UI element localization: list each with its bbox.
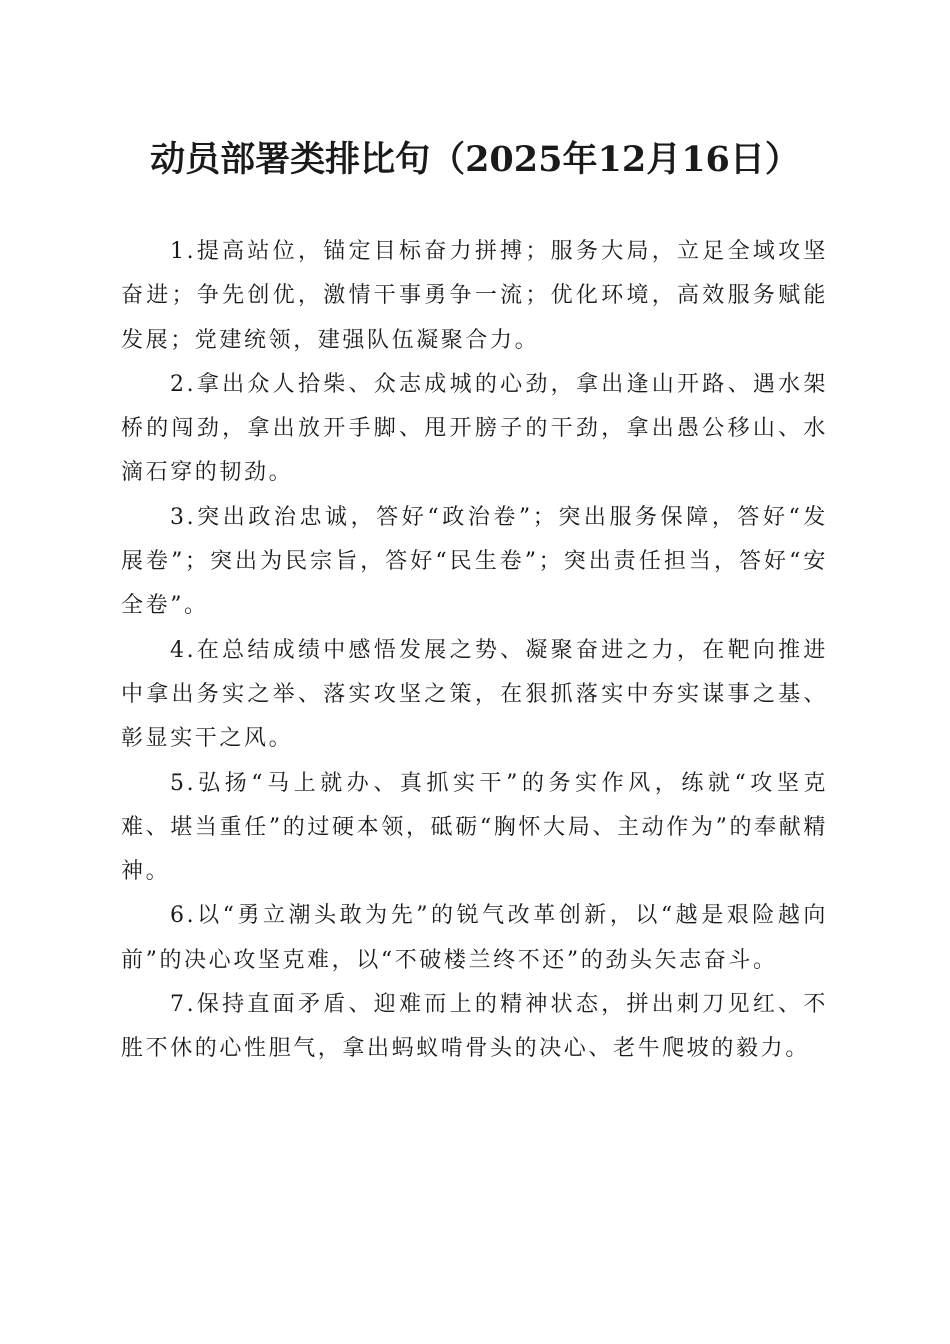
- paragraph-6: 6.以“勇立潮头敢为先”的锐气改革创新，以“越是艰险越向前”的决心攻坚克难，以“不破楼兰终不还”的劲头矢志奋斗。: [121, 903, 828, 973]
- document-body: [121, 230, 828, 1072]
- document-title: 动员部署类排比句（2025年12月16日）: [150, 139, 800, 180]
- paragraph-1: 1.提高站位，锚定目标奋力拼搏；服务大局，立足全域攻坚奋进；争先创优，激情干事勇争一流；优化环境，高效服务赋能发展；党建统领，建强队伍凝聚合力。: [121, 239, 828, 353]
- paragraph-4: 4.在总结成绩中感悟发展之势、凝聚奋进之力，在靶向推进中拿出务实之举、落实攻坚之策，在狠抓落实中夯实谋事之基、彰显实干之风。: [121, 637, 828, 752]
- paragraph-5: 5.弘扬“马上就办、真抓实干”的务实作风，练就“攻坚克难、堪当重任”的过硬本领，砥砺“胸怀大局、主动作为”的奉献精神。: [121, 770, 828, 885]
- paragraph-7: 7.保持直面矛盾、迎难而上的精神状态，拼出刺刀见红、不胜不休的心性胆气，拿出蚂蚁啃骨头的决心、老牛爬坡的毅力。: [121, 992, 828, 1062]
- paragraph-2: 2.拿出众人拾柴、众志成城的心劲，拿出逢山开路、遇水架桥的闯劲，拿出放开手脚、甩开膀子的干劲，拿出愚公移山、水滴石穿的韧劲。: [121, 371, 828, 486]
- paragraph-3: 3.突出政治忠诚，答好“政治卷”；突出服务保障，答好“发展卷”；突出为民宗旨，答好“民生卷”；突出责任担当，答好“安全卷”。: [121, 504, 828, 619]
